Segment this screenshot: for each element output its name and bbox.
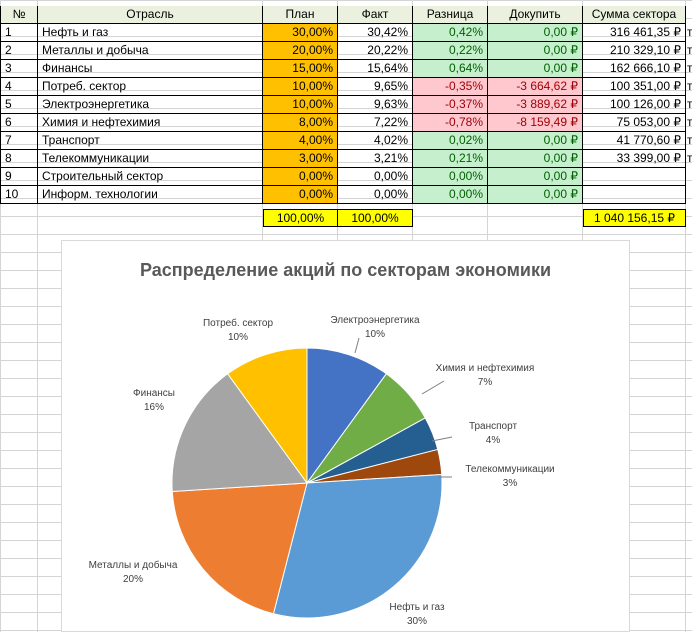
- total-plan[interactable]: 100,00%: [263, 209, 338, 227]
- slice-percent-label: 30%: [406, 616, 428, 627]
- slice-percent-label: 16%: [143, 402, 165, 413]
- cell-fact[interactable]: 15,64%: [338, 60, 413, 78]
- cell-plan[interactable]: 0,00%: [263, 186, 338, 204]
- slice-percent-label: 4%: [485, 435, 501, 446]
- pie-chart-svg: [62, 241, 631, 633]
- pie-chart[interactable]: [61, 240, 630, 632]
- cell-num[interactable]: 5: [0, 96, 38, 114]
- slice-percent-label: 10%: [227, 332, 249, 343]
- cell-difference[interactable]: 0,42%: [413, 24, 488, 42]
- cell-sector[interactable]: Химия и нефтехимия: [38, 114, 263, 132]
- slice-name-label: Электроэнергетика: [330, 315, 420, 326]
- header-num[interactable]: №: [0, 6, 38, 24]
- overflow-cell-text: т: [687, 151, 692, 165]
- cell-plan[interactable]: 3,00%: [263, 150, 338, 168]
- cell-fact[interactable]: 9,65%: [338, 78, 413, 96]
- header-sector-sum[interactable]: Сумма сектора: [583, 6, 686, 24]
- overflow-cell-text: т: [687, 97, 692, 111]
- header-buy[interactable]: Докупить: [488, 6, 583, 24]
- total-fact[interactable]: 100,00%: [338, 209, 413, 227]
- cell-difference[interactable]: 0,02%: [413, 132, 488, 150]
- header-difference[interactable]: Разница: [413, 6, 488, 24]
- cell-sector[interactable]: Потреб. сектор: [38, 78, 263, 96]
- cell-difference[interactable]: -0,35%: [413, 78, 488, 96]
- cell-plan[interactable]: 20,00%: [263, 42, 338, 60]
- cell-buy[interactable]: 0,00 ₽: [488, 24, 583, 42]
- cell-fact[interactable]: 3,21%: [338, 150, 413, 168]
- cell-difference[interactable]: 0,64%: [413, 60, 488, 78]
- overflow-cell-text: т: [687, 115, 692, 129]
- slice-name-label: Транспорт: [468, 421, 518, 432]
- slice-percent-label: 7%: [477, 377, 493, 388]
- cell-sector-sum[interactable]: 75 053,00 ₽: [583, 114, 686, 132]
- cell-plan[interactable]: 10,00%: [263, 96, 338, 114]
- cell-sector[interactable]: Телекоммуникации: [38, 150, 263, 168]
- cell-fact[interactable]: 0,00%: [338, 168, 413, 186]
- cell-num[interactable]: 9: [0, 168, 38, 186]
- cell-difference[interactable]: 0,21%: [413, 150, 488, 168]
- cell-sector-sum[interactable]: 33 399,00 ₽: [583, 150, 686, 168]
- cell-plan[interactable]: 0,00%: [263, 168, 338, 186]
- cell-sector[interactable]: Нефть и газ: [38, 24, 263, 42]
- cell-buy[interactable]: 0,00 ₽: [488, 150, 583, 168]
- cell-num[interactable]: 2: [0, 42, 38, 60]
- cell-sector[interactable]: Электроэнергетика: [38, 96, 263, 114]
- slice-name-label: Финансы: [133, 388, 175, 399]
- header-fact[interactable]: Факт: [338, 6, 413, 24]
- cell-plan[interactable]: 30,00%: [263, 24, 338, 42]
- cell-num[interactable]: 8: [0, 150, 38, 168]
- cell-fact[interactable]: 20,22%: [338, 42, 413, 60]
- total-sector-sum[interactable]: 1 040 156,15 ₽: [583, 209, 686, 227]
- cell-sector-sum[interactable]: 316 461,35 ₽: [583, 24, 686, 42]
- slice-percent-label: 3%: [502, 478, 518, 489]
- cell-plan[interactable]: 15,00%: [263, 60, 338, 78]
- cell-sector-sum[interactable]: 210 329,10 ₽: [583, 42, 686, 60]
- cell-num[interactable]: 10: [0, 186, 38, 204]
- cell-sector-sum[interactable]: 100 351,00 ₽: [583, 78, 686, 96]
- overflow-cell-text: т: [687, 133, 692, 147]
- cell-sector[interactable]: Финансы: [38, 60, 263, 78]
- cell-plan[interactable]: 4,00%: [263, 132, 338, 150]
- cell-sector-sum[interactable]: 41 770,60 ₽: [583, 132, 686, 150]
- header-sector[interactable]: Отрасль: [38, 6, 263, 24]
- cell-difference[interactable]: -0,37%: [413, 96, 488, 114]
- cell-num[interactable]: 6: [0, 114, 38, 132]
- chart-title: Распределение акций по секторам экономики: [139, 260, 552, 280]
- overflow-cell-text: т: [687, 25, 692, 39]
- cell-difference[interactable]: 0,00%: [413, 186, 488, 204]
- slice-name-label: Потреб. сектор: [202, 318, 274, 329]
- label-leader-line: [355, 338, 359, 353]
- cell-plan[interactable]: 10,00%: [263, 78, 338, 96]
- cell-buy[interactable]: 0,00 ₽: [488, 132, 583, 150]
- slice-name-label: Нефть и газ: [389, 602, 445, 613]
- cell-fact[interactable]: 30,42%: [338, 24, 413, 42]
- slice-name-label: Химия и нефтехимия: [435, 363, 535, 374]
- cell-difference[interactable]: 0,00%: [413, 168, 488, 186]
- cell-buy[interactable]: 0,00 ₽: [488, 186, 583, 204]
- cell-sector[interactable]: Строительный сектор: [38, 168, 263, 186]
- cell-fact[interactable]: 0,00%: [338, 186, 413, 204]
- overflow-cell-text: т: [687, 61, 692, 75]
- cell-buy[interactable]: -3 664,62 ₽: [488, 78, 583, 96]
- cell-difference[interactable]: -0,78%: [413, 114, 488, 132]
- cell-sector-sum[interactable]: 100 126,00 ₽: [583, 96, 686, 114]
- cell-sector-sum[interactable]: [583, 168, 686, 186]
- cell-num[interactable]: 7: [0, 132, 38, 150]
- header-plan[interactable]: План: [263, 6, 338, 24]
- cell-num[interactable]: 3: [0, 60, 38, 78]
- overflow-cell-text: т: [687, 43, 692, 57]
- cell-num[interactable]: 4: [0, 78, 38, 96]
- cell-fact[interactable]: 7,22%: [338, 114, 413, 132]
- cell-difference[interactable]: 0,22%: [413, 42, 488, 60]
- cell-buy[interactable]: -3 889,62 ₽: [488, 96, 583, 114]
- label-leader-line: [422, 381, 444, 394]
- cell-sector-sum[interactable]: [583, 186, 686, 204]
- cell-fact[interactable]: 4,02%: [338, 132, 413, 150]
- cell-sector[interactable]: Транспорт: [38, 132, 263, 150]
- slice-percent-label: 10%: [364, 329, 386, 340]
- cell-buy[interactable]: 0,00 ₽: [488, 42, 583, 60]
- slice-name-label: Металлы и добыча: [88, 560, 178, 571]
- overflow-cell-text: т: [687, 79, 692, 93]
- cell-buy[interactable]: 0,00 ₽: [488, 60, 583, 78]
- slice-percent-label: 20%: [122, 574, 144, 585]
- cell-buy[interactable]: 0,00 ₽: [488, 168, 583, 186]
- cell-sector[interactable]: Металлы и добыча: [38, 42, 263, 60]
- cell-num[interactable]: 1: [0, 24, 38, 42]
- slice-name-label: Телекоммуникации: [465, 464, 555, 475]
- cell-buy[interactable]: -8 159,49 ₽: [488, 114, 583, 132]
- cell-sector-sum[interactable]: 162 666,10 ₽: [583, 60, 686, 78]
- cell-plan[interactable]: 8,00%: [263, 114, 338, 132]
- cell-fact[interactable]: 9,63%: [338, 96, 413, 114]
- cell-sector[interactable]: Информ. технологии: [38, 186, 263, 204]
